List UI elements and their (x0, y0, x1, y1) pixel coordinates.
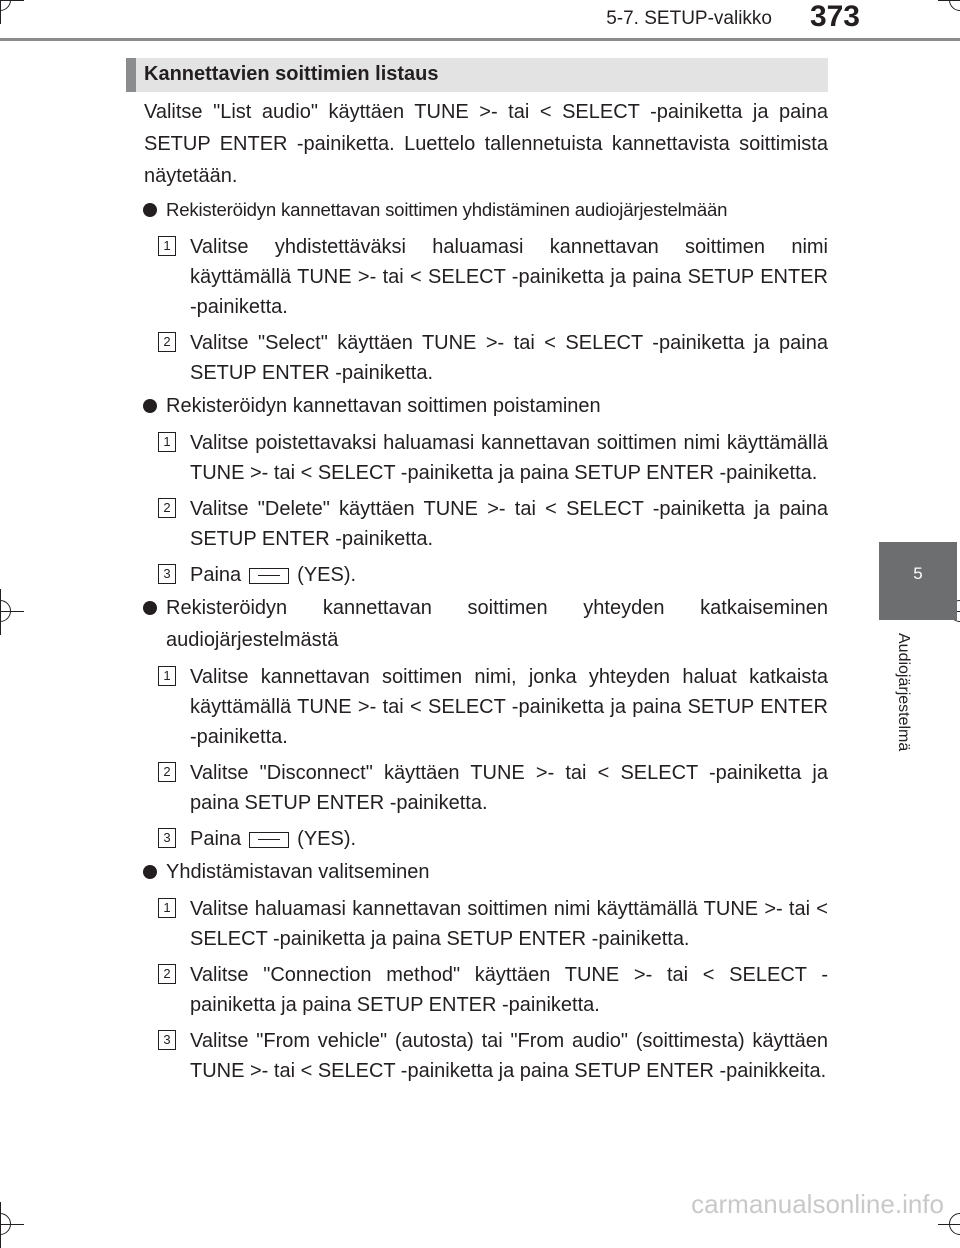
chapter-number: 5 (913, 564, 923, 583)
bullet-heading-text: Rekisteröidyn kannettavan soittimen yhdistäminen audiojärjestelmään (166, 199, 728, 220)
step-number: 2 (158, 964, 176, 984)
step-text: Valitse haluamasi kannettavan soittimen nimi käyttämällä TUNE >- tai < SELECT -painiketta ja paina SETUP ENTER -painiketta. (190, 898, 828, 950)
crop-mark-bottom-left (0, 1213, 11, 1235)
page-header (0, 0, 960, 46)
step-text: Valitse "Disconnect" käyttäen TUNE >- tai < SELECT -painiketta ja paina SETUP ENTER -painiketta. (190, 762, 828, 814)
bullet-heading (126, 856, 828, 888)
bullet-heading (126, 194, 828, 226)
step-item (126, 758, 828, 818)
screen-button-icon (249, 568, 289, 584)
running-section-title: 5-7. SETUP-valikko (606, 8, 772, 29)
step-item (126, 824, 828, 854)
bullet-heading-text: Rekisteröidyn kannettavan soittimen poistaminen (166, 395, 601, 417)
step-text: Valitse "Select" käyttäen TUNE >- tai < SELECT -painiketta ja paina SETUP ENTER -painiketta. (190, 332, 828, 384)
step-item (126, 662, 828, 752)
intro-paragraph: Valitse "List audio" käyttäen TUNE >- tai < SELECT -painiketta ja paina SETUP ENTER -painiketta. Luettelo tallennetuista kannettavista soittimista näytetään. (144, 101, 828, 187)
bullet-heading (126, 390, 828, 422)
step-text: Valitse poistettavaksi haluamasi kannettavan soittimen nimi käyttämällä TUNE >- tai < SELECT -painiketta ja paina SETUP ENTER -painiketta. (190, 432, 828, 484)
step-text-before: Paina (190, 564, 242, 586)
step-item (126, 328, 828, 388)
step-item (126, 560, 828, 590)
step-number: 2 (158, 498, 176, 518)
step-item (126, 894, 828, 954)
section-heading (126, 58, 828, 92)
step-text-after: (YES). (297, 564, 357, 586)
header-rule (0, 38, 960, 41)
step-number: 1 (158, 666, 176, 686)
step-text: Valitse yhdistettäväksi haluamasi kannettavan soittimen nimi käyttämällä TUNE >- tai < SELECT -painiketta ja paina SETUP ENTER -painiketta. (190, 236, 828, 318)
bullet-icon (143, 399, 157, 413)
watermark: carmanualsonline.info (691, 1189, 944, 1219)
bullet-icon (143, 865, 157, 879)
step-number: 1 (158, 432, 176, 452)
crop-mark-mid-left (0, 600, 11, 622)
chapter-label (884, 633, 916, 793)
step-text: Valitse kannettavan soittimen nimi, jonka yhteyden haluat katkaista käyttämällä TUNE >- tai < SELECT -painiketta ja paina SETUP ENTER -painiketta. (190, 666, 828, 748)
step-item (126, 232, 828, 322)
crop-mark-bottom-right (949, 1213, 960, 1235)
step-number: 2 (158, 762, 176, 782)
chapter-tab (879, 542, 957, 620)
page-number: 373 (809, 0, 860, 33)
step-item (126, 960, 828, 1020)
step-text: Valitse "Connection method" käyttäen TUNE >- tai < SELECT -painiketta ja paina SETUP ENTER -painiketta. (190, 964, 828, 1016)
bullet-heading-text: Yhdistämistavan valitseminen (166, 861, 430, 883)
bullet-icon (143, 203, 157, 217)
step-number: 3 (158, 1030, 176, 1050)
section-heading-text: Kannettavien soittimien listaus (144, 63, 439, 85)
step-item (126, 428, 828, 488)
bullet-icon (143, 601, 157, 615)
bullet-heading (126, 592, 828, 656)
chapter-label-text: Audiojärjestelmä (895, 633, 912, 752)
step-number: 3 (158, 564, 176, 584)
step-number: 1 (158, 898, 176, 918)
step-item (126, 494, 828, 554)
step-number: 1 (158, 236, 176, 256)
step-number: 3 (158, 828, 176, 848)
step-text-before: Paina (190, 828, 242, 850)
step-text: Valitse "From vehicle" (autosta) tai "From audio" (soittimesta) käyttäen TUNE >- tai < SELECT -painiketta ja paina SETUP ENTER -painikkeita. (190, 1030, 828, 1082)
step-text-after: (YES). (297, 828, 357, 850)
step-number: 2 (158, 332, 176, 352)
page-content (126, 58, 828, 1086)
step-item (126, 1026, 828, 1086)
bullet-heading-text: Rekisteröidyn kannettavan soittimen yhteyden katkaiseminen audiojärjestelmästä (166, 597, 828, 651)
step-text: Valitse "Delete" käyttäen TUNE >- tai < SELECT -painiketta ja paina SETUP ENTER -painiketta. (190, 498, 828, 550)
screen-button-icon (249, 832, 289, 848)
